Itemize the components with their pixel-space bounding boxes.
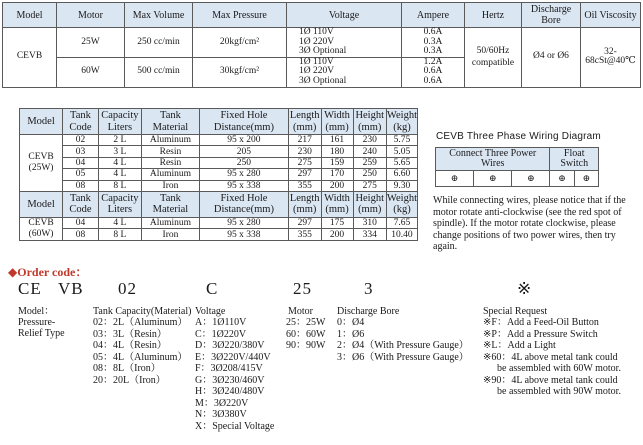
col-model: Model (20, 191, 63, 217)
height-cell: 275 (353, 180, 386, 191)
col-voltage: Voltage (287, 3, 402, 28)
width-cell: 170 (321, 169, 353, 180)
volume-cell: 250 cc/min (125, 28, 193, 58)
col-oil-viscosity: Oil Viscosity (581, 3, 641, 28)
height-cell: 240 (353, 146, 386, 157)
col-ampere: Ampere (402, 3, 465, 28)
col-motor: Motor (57, 3, 125, 28)
power-wires-header: Connect Three Power Wires (436, 148, 550, 171)
tank-code-cell: 08 (63, 229, 99, 241)
list-item: ※90：4L above metal tank could (483, 374, 618, 386)
wiring-note: While connecting wires, please notice that if the motor rotate anti-clockwise (see the red spot of spindle). If the motor rotate clockwise, please change positions of two power wires, then try again. (433, 195, 626, 252)
material-cell: Iron (141, 229, 199, 241)
float-switch-header: Float Switch (550, 148, 599, 171)
length-cell: 217 (288, 135, 321, 146)
capacity-cell: 4 L (98, 157, 141, 168)
height-cell: 259 (353, 157, 386, 168)
discharge-bore-list (337, 306, 469, 363)
list-item: F：3Ø208/415V (195, 363, 263, 375)
length-cell: 355 (288, 180, 321, 191)
material-cell: Aluminum (141, 217, 199, 229)
list-item: be assembled with 60W motor. (497, 363, 621, 375)
list-item: 0：Ø4 (337, 317, 365, 329)
list-item: 08：8L（Iron） (93, 363, 161, 375)
motor-cell: 60W (57, 57, 125, 87)
list-title: Discharge Bore (337, 306, 400, 317)
col-tank-material: Tank Material (141, 191, 199, 217)
table-row (20, 146, 418, 157)
list-item: be assembled with 90W motor. (497, 386, 621, 398)
col-hole-distance: Fixed Hole Distance(mm) (199, 191, 288, 217)
tank-code-cell: 02 (63, 135, 99, 146)
model-cell: CEVB (3, 28, 57, 88)
table-row (20, 229, 418, 241)
wiring-diagram-table (435, 147, 599, 187)
list-item: 03：3L（Resin） (93, 328, 167, 340)
voltage-cell: 1Ø 110V 1Ø 220V 3Ø Optional (287, 28, 402, 58)
list-item: 2：Ø4（With Pressure Gauge） (337, 340, 469, 352)
list-item: ※L：Add a Light (483, 340, 556, 352)
hole-distance-cell: 250 (199, 157, 288, 168)
bore-cell: Ø4 or Ø6 (522, 28, 581, 88)
width-cell: 200 (321, 180, 353, 191)
code-part-motor: 25 (293, 279, 312, 298)
table-row (20, 157, 418, 168)
code-part-ce: CE (18, 279, 42, 298)
capacity-cell: 3 L (98, 146, 141, 157)
material-cell: Resin (141, 157, 199, 168)
code-part-voltage: C (206, 279, 219, 298)
width-cell: 159 (321, 157, 353, 168)
col-width: Width (mm) (321, 109, 353, 135)
list-item: N：3Ø380V (195, 409, 247, 421)
list-item: 3：Ø6（With Pressure Gauge） (337, 351, 469, 363)
capacity-cell: 4 L (98, 169, 141, 180)
col-max-pressure: Max Pressure (193, 3, 287, 28)
length-cell: 297 (288, 217, 321, 229)
hole-distance-cell: 205 (199, 146, 288, 157)
capacity-cell: 8 L (98, 229, 141, 241)
length-cell: 297 (288, 169, 321, 180)
list-item: 25：25W (286, 317, 326, 329)
capacity-cell: 8 L (98, 180, 141, 191)
list-item: 05：4L（Aluminum） (93, 351, 188, 363)
col-length: Length (mm) (289, 192, 320, 216)
list-item: A：1Ø110V (195, 317, 247, 329)
model-label: Model： Pressure- Relief Type (18, 306, 65, 339)
material-cell: Aluminum (141, 169, 199, 180)
height-cell: 310 (353, 217, 386, 229)
length-cell: 355 (288, 229, 321, 241)
table-row (20, 180, 418, 191)
voltage-list (195, 306, 274, 432)
list-item: 20：20L（Iron） (93, 374, 166, 386)
col-width: Width (mm) (321, 191, 353, 217)
tank-code-cell: 04 (63, 157, 99, 168)
volume-cell: 500 cc/min (125, 57, 193, 87)
capacity-cell: 2 L (98, 135, 141, 146)
code-part-bore: 3 (364, 279, 374, 298)
code-part-vb: VB (58, 279, 84, 298)
col-height: Height (mm) (353, 109, 386, 135)
table-row (20, 217, 418, 229)
table-row (3, 28, 641, 58)
tank-spec-table (19, 108, 418, 241)
motor-cell: 25W (57, 28, 125, 58)
list-item: 90：90W (286, 340, 326, 352)
list-title: Special Request (483, 306, 548, 317)
material-cell: Aluminum (141, 135, 199, 146)
col-height: Height (mm) (353, 191, 386, 217)
weight-cell: 7.65 (386, 217, 417, 229)
list-item: 60：60W (286, 328, 326, 340)
list-item: 04：4L（Resin） (93, 340, 167, 352)
list-item: H：3Ø240/480V (195, 386, 265, 398)
col-length: Length (mm) (289, 110, 320, 133)
col-hole-distance: Fixed Hole Distance(mm) (199, 109, 288, 135)
weight-cell: 10.40 (386, 229, 417, 241)
terminal-icon: ⊕ (550, 171, 574, 187)
weight-cell: 5.05 (386, 146, 417, 157)
length-cell: 275 (288, 157, 321, 168)
hertz-cell: 50/60Hz compatible (465, 28, 522, 88)
wiring-diagram-title: CEVB Three Phase Wiring Diagram (436, 131, 601, 142)
capacity-cell: 4 L (98, 217, 141, 229)
weight-cell: 5.75 (386, 135, 417, 146)
list-item: 1：Ø6 (337, 328, 365, 340)
height-cell: 334 (353, 229, 386, 241)
length-cell: 230 (288, 146, 321, 157)
weight-cell: 9.30 (386, 180, 417, 191)
hole-distance-cell: 95 x 338 (199, 229, 288, 241)
tank-code-cell: 03 (63, 146, 99, 157)
weight-cell: 5.65 (386, 157, 417, 168)
tank-capacity-list (93, 306, 191, 386)
viscosity-cell: 32-68cSt@40℃ (581, 28, 641, 88)
code-part-special: ※ (517, 279, 533, 298)
voltage-cell: 1Ø 110V 1Ø 220V 3Ø Optional (287, 57, 402, 87)
list-item: E：3Ø220V/440V (195, 351, 271, 363)
col-tank-code: Tank Code (63, 109, 99, 135)
ampere-cell: 1.2A 0.6A 0.6A (402, 57, 465, 87)
col-tank-material: Tank Material (141, 109, 199, 135)
terminal-icon: ⊕ (474, 171, 512, 187)
list-item: G：3Ø230/460V (195, 374, 265, 386)
table-row (20, 169, 418, 180)
col-model: Model (3, 3, 57, 28)
list-item: C：1Ø220V (195, 328, 247, 340)
terminal-icon: ⊕ (436, 171, 474, 187)
list-title: Tank Capacity(Material) (93, 306, 192, 317)
pressure-cell: 20kgf/cm² (193, 28, 287, 58)
tank-code-cell: 04 (63, 217, 99, 229)
col-max-volume: Max Volume (125, 3, 193, 28)
width-cell: 175 (321, 217, 353, 229)
order-code-title: ◆Order code： (8, 265, 88, 279)
weight-cell: 6.60 (386, 169, 417, 180)
special-request-list (483, 306, 621, 398)
motor-spec-table (2, 2, 641, 88)
list-item: X：Special Voltage (195, 420, 275, 432)
col-model: Model (20, 109, 63, 135)
model-cell: CEVB (25W) (20, 135, 63, 192)
height-cell: 250 (353, 169, 386, 180)
terminal-icon: ⊕ (574, 171, 598, 187)
col-hertz: Hertz (465, 3, 522, 28)
list-title: Motor (288, 306, 313, 317)
code-part-tank: 02 (118, 279, 137, 298)
col-discharge-bore: Discharge Bore (522, 3, 581, 28)
material-cell: Iron (141, 180, 199, 191)
col-capacity: Capacity Liters (98, 109, 141, 135)
height-cell: 230 (353, 135, 386, 146)
list-item: D：3Ø220/380V (195, 340, 265, 352)
motor-list (286, 306, 325, 352)
tank-code-cell: 05 (63, 169, 99, 180)
tank-code-cell: 08 (63, 180, 99, 191)
list-item: 02：2L（Aluminum） (93, 317, 188, 329)
hole-distance-cell: 95 x 200 (199, 135, 288, 146)
list-item: ※F：Add a Feed-Oil Button (483, 317, 599, 329)
material-cell: Resin (141, 146, 199, 157)
hole-distance-cell: 95 x 338 (199, 180, 288, 191)
col-weight: Weight (kg) (386, 110, 417, 133)
width-cell: 200 (321, 229, 353, 241)
pressure-cell: 30kgf/cm² (193, 57, 287, 87)
width-cell: 161 (321, 135, 353, 146)
col-capacity: Capacity Liters (98, 191, 141, 217)
table-row (20, 135, 418, 146)
model-cell: CEVB (60W) (20, 217, 63, 240)
list-item: ※P：Add a Pressure Switch (483, 328, 598, 340)
width-cell: 180 (321, 146, 353, 157)
ampere-cell: 0.6A 0.3A 0.3A (402, 28, 465, 58)
col-tank-code: Tank Code (63, 191, 99, 217)
list-item: M：3Ø220V (195, 397, 249, 409)
terminal-icon: ⊕ (512, 171, 550, 187)
list-title: Voltage (195, 306, 226, 317)
hole-distance-cell: 95 x 280 (199, 169, 288, 180)
col-weight: Weight (kg) (386, 192, 417, 216)
hole-distance-cell: 95 x 280 (199, 217, 288, 229)
list-item: ※60：4L above metal tank could (483, 351, 618, 363)
